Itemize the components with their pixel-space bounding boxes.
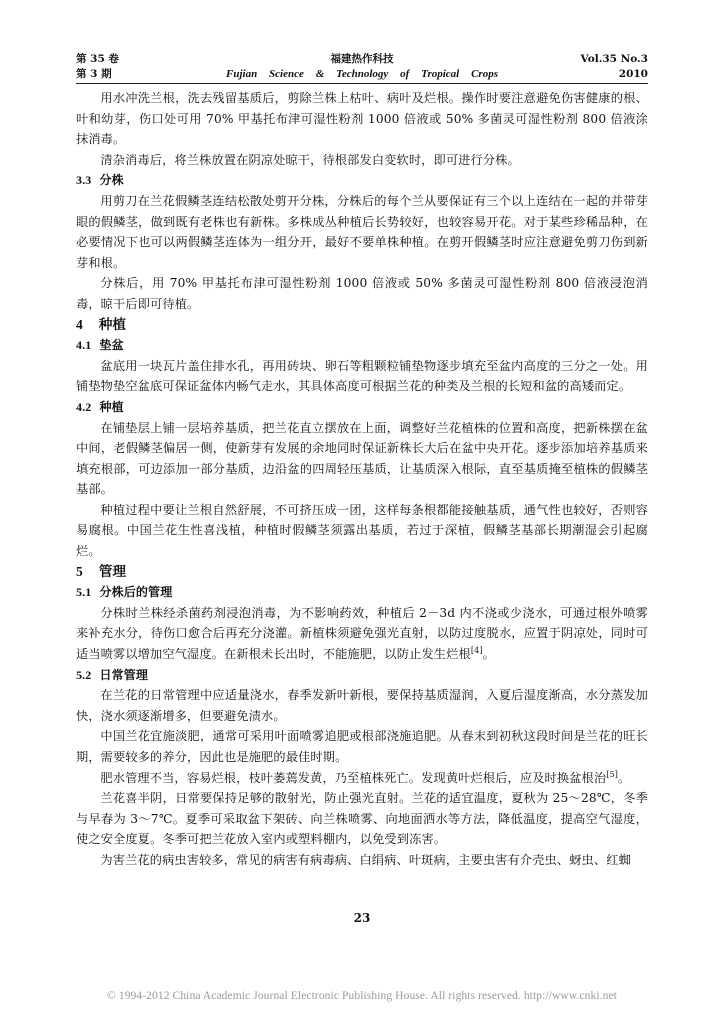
paragraph: 种植过程中要让兰根自然舒展，不可挤压成一团，这样每条根都能接触基质，通气性也较好，否则容易腐根。中国兰花生性喜浅植，种植时假鳞茎须露出基质，若过于深植，假鳞茎基部长期潮湿会引起腐烂。 (76, 502, 648, 559)
journal-title-en: Fujian Science & Technology of Tropical Crops (226, 68, 498, 80)
issue-label: 第 3 期 (76, 68, 112, 80)
section-heading-4 (76, 315, 648, 336)
paragraph-text: 肥水管理不当，容易烂根，枝叶萎蔫发黄，乃至植株死亡。发现黄叶烂根后，应及时换盆根治 (100, 770, 607, 785)
section-title: 日常管理 (99, 667, 149, 682)
section-number: 5 (76, 563, 83, 579)
paragraph: 清杂消毒后，将兰株放置在阴凉处晾干，待根部发白变软时，即可进行分株。 (100, 152, 520, 167)
article-body (76, 88, 648, 871)
section-number: 4 (76, 316, 83, 332)
paragraph-text: 分株时兰株经杀菌药剂浸泡消毒，为不影响药效，种植后 2－3d 内不浇或少浇水，可通过根外喷雾来补充水分，待伤口愈合后再充分浇灌。新植株须避免强光直射，以防过度脱水，应置于阴凉处，同时可适当喷雾以增加空气湿度。在新根未长出时，不能施肥，以防止发生烂根 (76, 605, 648, 662)
journal-title-cn: 福建热作科技 (330, 53, 394, 65)
citation-ref: [4] (470, 645, 483, 655)
section-heading-5-1 (76, 582, 648, 603)
section-heading-4-1 (76, 335, 648, 356)
section-heading-5 (76, 562, 648, 583)
paragraph-end: 。 (482, 647, 495, 662)
section-title: 管理 (98, 563, 127, 579)
section-heading-4-2 (76, 397, 648, 418)
section-title: 分株后的管理 (99, 585, 173, 600)
section-heading-5-2 (76, 665, 648, 686)
volume-label: 第 35 卷 (76, 53, 119, 65)
paragraph: 中国兰花宜施淡肥，通常可采用叶面喷雾追肥或根部浇施追肥。从春末到初秋这段时间是兰花的旺长期，需要较多的养分，因此也是施肥的最佳时期。 (76, 729, 648, 764)
section-number: 5.2 (76, 667, 92, 682)
paragraph: 在铺垫层上铺一层培养基质，把兰花直立摆放在上面，调整好兰花植株的位置和高度，把新株摆在盆中间，老假鳞茎偏居一侧，使新芽有发展的余地同时保证新株长大后在盆中央开花。逐步添加培养基质来填充根部，可边添加一部分基质，边沿盆的四周轻压基质，让基质深入根际，直至基质掩至植株的假鳞茎基部。 (76, 420, 648, 497)
citation-ref: [5] (606, 769, 619, 779)
paragraph (76, 768, 648, 789)
section-title: 垫盆 (99, 338, 124, 353)
year-label: 2010 (618, 68, 648, 80)
section-number: 5.1 (76, 585, 92, 600)
copyright-footer: © 1994-2012 China Academic Journal Electronic Publishing House. All rights reserved. http://www.cnki.net (107, 990, 617, 1002)
section-heading-3-3 (76, 170, 648, 191)
paragraph: 兰花喜半阴，日常要保持足够的散射光，防止强光直射。兰花的适宜温度，夏秋为 25～28℃，冬季与早春为 3～7℃。夏季可采取盆下架砖、向兰株喷雾、向地面洒水等方法，降低温度，提高空气湿度，使之安全度夏。冬季可把兰花放入室内或塑料棚内，以免受到冻害。 (76, 791, 648, 847)
paragraph: 用水冲洗兰根，洗去残留基质后，剪除兰株上枯叶、病叶及烂根。操作时要注意避免伤害健康的根、叶和幼芽，伤口处可用 70% 甲基托布津可湿性粉剂 1000 倍液或 50% 多菌灵可湿性粉剂 800 倍液涂抹消毒。 (76, 91, 648, 147)
section-title: 分株 (99, 173, 124, 188)
paragraph: 分株后，用 70% 甲基托布津可湿性粉剂 1000 倍液或 50% 多菌灵可湿性粉剂 800 倍液浸泡消毒，晾干后即可待植。 (76, 276, 648, 311)
section-title: 种植 (98, 316, 127, 332)
page-number: 23 (353, 911, 371, 925)
header-rule (76, 83, 648, 84)
paragraph: 用剪刀在兰花假鳞茎连结松散处剪开分株，分株后的每个兰从要保证有三个以上连结在一起的并带芽眼的假鳞茎，做到既有老株也有新株。多株成丛种植后长势较好，也较容易开花。对于某些珍稀品种，在必要情况下也可以两假鳞茎连体为一组分开，最好不要单株种植。在剪开假鳞茎时应注意避免剪刀伤到新芽和根。 (76, 193, 648, 270)
paragraph-end: 。 (618, 770, 631, 785)
section-number: 4.1 (76, 338, 92, 353)
paragraph: 在兰花的日常管理中应适量浇水，春季发新叶新根，要保持基质湿润，入夏后湿度渐高，水分蒸发加快，浇水须逐渐增多，但要避免渍水。 (76, 688, 648, 723)
section-title: 种植 (99, 399, 124, 414)
section-number: 3.3 (76, 173, 92, 188)
vol-no-label: Vol.35 No.3 (580, 53, 648, 65)
paragraph: 盆底用一块瓦片盖住排水孔，再用砖块、卵石等粗颗粒铺垫物逐步填充至盆内高度的三分之一处。用铺垫物垫空盆底可保证盆体内畅气走水，其具体高度可根据兰花的种类及兰根的长短和盆的高矮而定。 (76, 358, 648, 394)
section-number: 4.2 (76, 399, 92, 414)
paragraph: 为害兰花的病虫害较多，常见的病害有病毒病、白绢病、叶斑病，主要虫害有介壳虫、蚜虫、红蜘 (100, 852, 631, 867)
paragraph (76, 603, 648, 665)
